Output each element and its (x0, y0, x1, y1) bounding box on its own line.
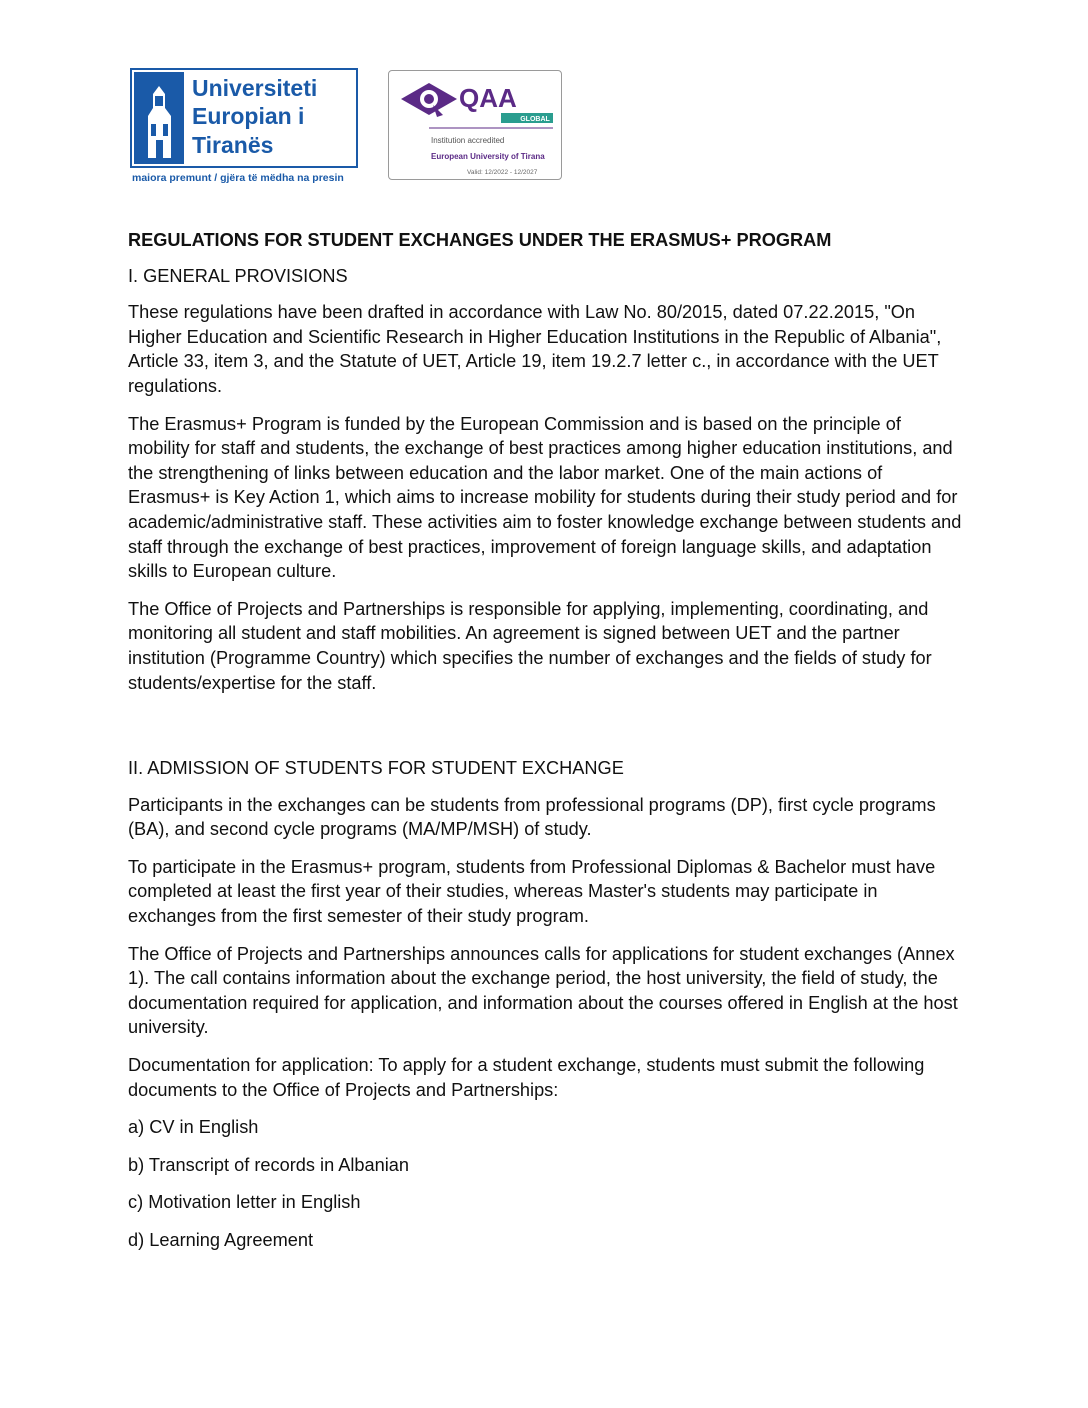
section-heading-admission: II. ADMISSION OF STUDENTS FOR STUDENT EXCHANGE (128, 758, 624, 779)
paragraph: To participate in the Erasmus+ program, students from Professional Diplomas & Bachelor must have completed at least the first year of their studies, whereas Master's students may participate in exchanges from the first semester of their study program. (128, 856, 936, 927)
uet-logo-line3: Tiranës (192, 132, 274, 158)
document-body (128, 228, 966, 1266)
uet-logo-line2: Europian i (192, 103, 305, 129)
list-item: b) Transcript of records in Albanian (128, 1154, 410, 1175)
required-documents-list (128, 1115, 966, 1252)
uet-logo-motto: maiora premunt / gjëra të mëdha na presin (132, 172, 344, 184)
paragraph: Participants in the exchanges can be students from professional programs (DP), first cycle programs (BA), and second cycle programs (MA/MP/MSH) of study. (128, 794, 936, 840)
list-item: c) Motivation letter in English (128, 1192, 361, 1213)
paragraph: Documentation for application: To apply for a student exchange, students must submit the following documents to the Office of Projects and Partnerships: (128, 1055, 925, 1100)
uet-logo (130, 68, 360, 186)
list-item: d) Learning Agreement (128, 1230, 314, 1250)
section-spacer (128, 708, 966, 756)
paragraph: The Office of Projects and Partnerships is responsible for applying, implementing, coordinating, and monitoring all student and staff mobilities. An agreement is signed between UET and the partner institution (Programme Country) which specifies the number of exchanges and the fields of study for students/expertise for the staff. (128, 598, 932, 693)
qaa-institution: European University of Tirana (431, 152, 545, 161)
document-title: REGULATIONS FOR STUDENT EXCHANGES UNDER THE ERASMUS+ PROGRAM (128, 230, 832, 250)
list-item: a) CV in English (128, 1117, 259, 1138)
qaa-name: QAA (459, 83, 517, 113)
qaa-accreditation-badge (388, 70, 562, 180)
section-heading-general-provisions: I. GENERAL PROVISIONS (128, 265, 348, 286)
qaa-global-badge: GLOBAL (520, 116, 550, 123)
uet-logo-line1: Universiteti (192, 75, 318, 101)
qaa-validity: Valid: 12/2022 - 12/2027 (467, 169, 538, 176)
header-logos (130, 68, 570, 188)
paragraph: The Erasmus+ Program is funded by the European Commission and is based on the principle of mobility for staff and students, the exchange of best practices among higher education institutions, and the strengthening of links between education and the labor market. One of the main actions of Erasmus+ is Key Action 1, which aims to increase mobility for students during their study period and for academic/administrative staff. These activities aim to foster knowledge exchange between students and staff through the exchange of best practices, improvement of foreign language skills, and adaptation skills to European culture. (128, 413, 962, 582)
paragraph: These regulations have been drafted in accordance with Law No. 80/2015, dated 07.22.2015, "On Higher Education and Scientific Research in Higher Education Institutions in the Republic of Albania", Article 33, item 3, and the Statute of UET, Article 19, item 19.2.7 letter c., in accordance with the UET regulations. (128, 302, 942, 396)
paragraph: The Office of Projects and Partnerships announces calls for applications for student exchanges (Annex 1). The call contains information about the exchange period, the host university, the field of study, the documentation required for application, and information about the courses offered in English at the host university. (128, 943, 958, 1038)
qaa-status: Institution accredited (431, 136, 505, 145)
